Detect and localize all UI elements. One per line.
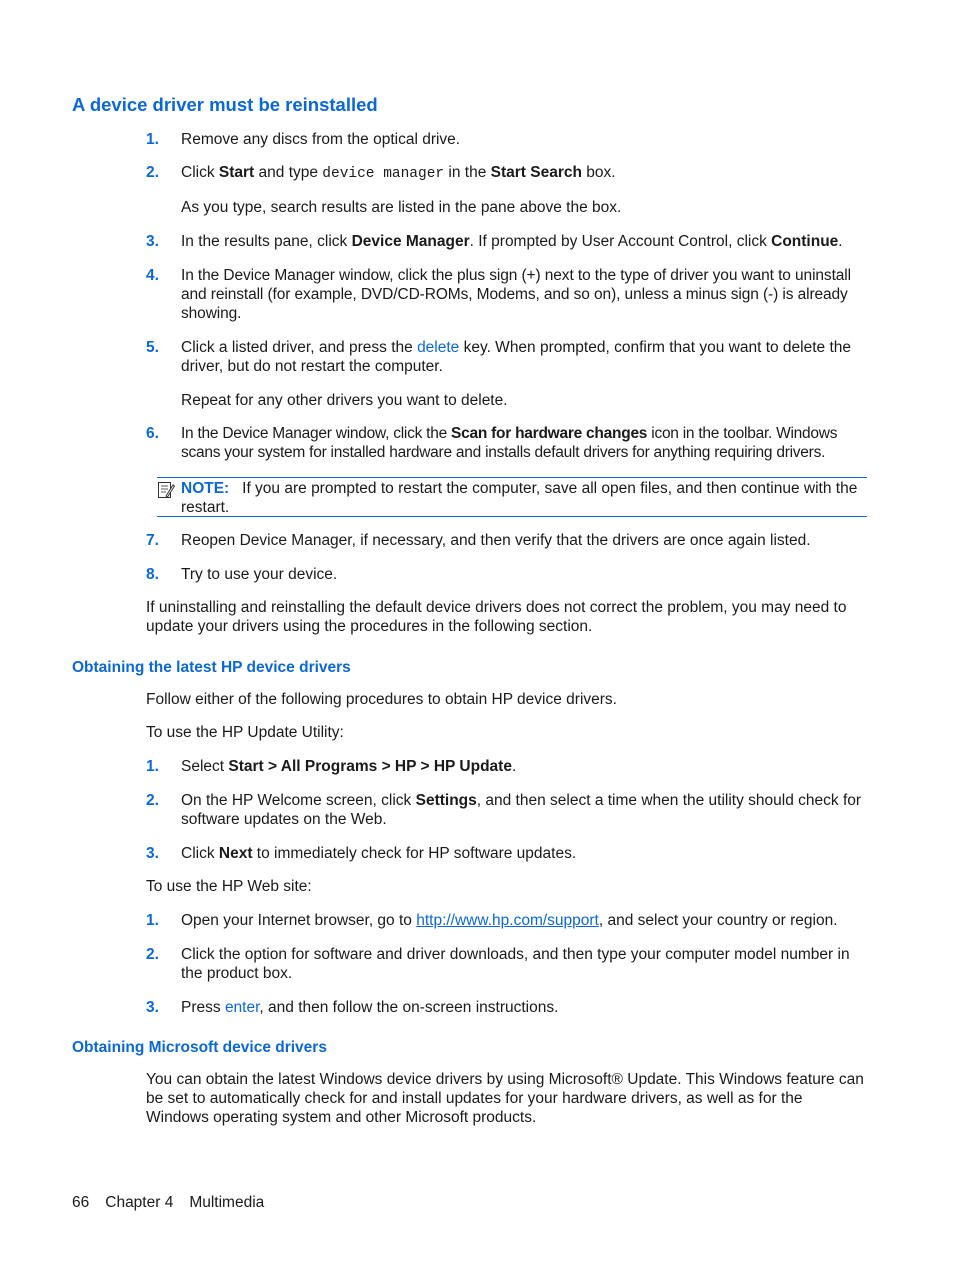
step-text: Select Start > All Programs > HP > HP Update.	[181, 758, 517, 775]
page-footer	[72, 1193, 280, 1212]
step-number: 2.	[146, 792, 159, 809]
step-subtext: Repeat for any other drivers you want to delete.	[181, 392, 508, 409]
page-number: 66	[72, 1194, 90, 1211]
step-number: 5.	[146, 339, 159, 356]
section-heading: A device driver must be reinstalled	[72, 94, 378, 115]
step-text: On the HP Welcome screen, click Settings, and then select a time when the utility should check for software updates on the Web.	[181, 792, 862, 828]
key-name: delete	[417, 339, 460, 356]
key-name: enter	[224, 999, 260, 1016]
hp-support-link[interactable]: http://www.hp.com/support	[416, 912, 599, 929]
step-number: 8.	[146, 566, 159, 583]
step-text: In the results pane, click Device Manager. If prompted by User Account Control, click Continue.	[181, 233, 843, 250]
note-label: NOTE:	[181, 480, 230, 497]
note-box	[157, 477, 867, 517]
step-text: Click the option for software and driver downloads, and then type your computer model number in the product box.	[181, 946, 850, 982]
paragraph: To use the HP Update Utility:	[146, 724, 344, 741]
step-text: Try to use your device.	[181, 566, 338, 583]
chapter-label: Chapter 4	[105, 1194, 174, 1211]
step-number: 2.	[146, 164, 159, 181]
paragraph: If uninstalling and reinstalling the default device drivers does not correct the problem, you may need to update your drivers using the procedures in the following section.	[146, 599, 847, 635]
step-text: In the Device Manager window, click the Scan for hardware changes icon in the toolbar. Windows scans your system for installed hardware and installs default drivers for anything requiring drivers.	[181, 425, 838, 461]
subsection-heading: Obtaining the latest HP device drivers	[72, 659, 351, 676]
step-text: Press enter, and then follow the on-screen instructions.	[181, 999, 559, 1016]
paragraph: You can obtain the latest Windows device drivers by using Microsoft® Update. This Windows feature can be set to automatically check for and install updates for your hardware drivers, as well as for the Windows operating system and other Microsoft products.	[146, 1071, 864, 1126]
paragraph: To use the HP Web site:	[146, 878, 312, 895]
step-number: 4.	[146, 267, 159, 284]
step-text: Remove any discs from the optical drive.	[181, 131, 461, 148]
step-subtext: As you type, search results are listed in the pane above the box.	[181, 199, 622, 216]
step-text: Open your Internet browser, go to http://www.hp.com/support, and select your country or region.	[181, 912, 838, 929]
step-number: 1.	[146, 131, 159, 148]
step-number: 2.	[146, 946, 159, 963]
subsection-heading: Obtaining Microsoft device drivers	[72, 1039, 327, 1056]
step-number: 1.	[146, 758, 159, 775]
step-text: Click Start and type device manager in the Start Search box.	[181, 164, 616, 182]
note-text: NOTE: If you are prompted to restart the computer, save all open files, and then continue with the restart.	[181, 480, 858, 516]
step-number: 3.	[146, 845, 159, 862]
command-text: device manager	[322, 166, 445, 182]
step-text: Click Next to immediately check for HP software updates.	[181, 845, 577, 862]
note-icon	[157, 481, 175, 499]
step-text: Click a listed driver, and press the delete key. When prompted, confirm that you want to delete the driver, but do not restart the computer.	[181, 339, 852, 375]
paragraph: Follow either of the following procedures to obtain HP device drivers.	[146, 691, 617, 708]
step-number: 3.	[146, 233, 159, 250]
step-number: 6.	[146, 425, 159, 442]
step-number: 1.	[146, 912, 159, 929]
step-text: In the Device Manager window, click the plus sign (+) next to the type of driver you want to uninstall and reinstall (for example, DVD/CD-ROMs, Modems, and so on), unless a minus sign (-) is already showing.	[181, 267, 851, 322]
step-number: 3.	[146, 999, 159, 1016]
step-number: 7.	[146, 532, 159, 549]
step-text: Reopen Device Manager, if necessary, and then verify that the drivers are once again listed.	[181, 532, 811, 549]
chapter-title: Multimedia	[189, 1194, 265, 1211]
